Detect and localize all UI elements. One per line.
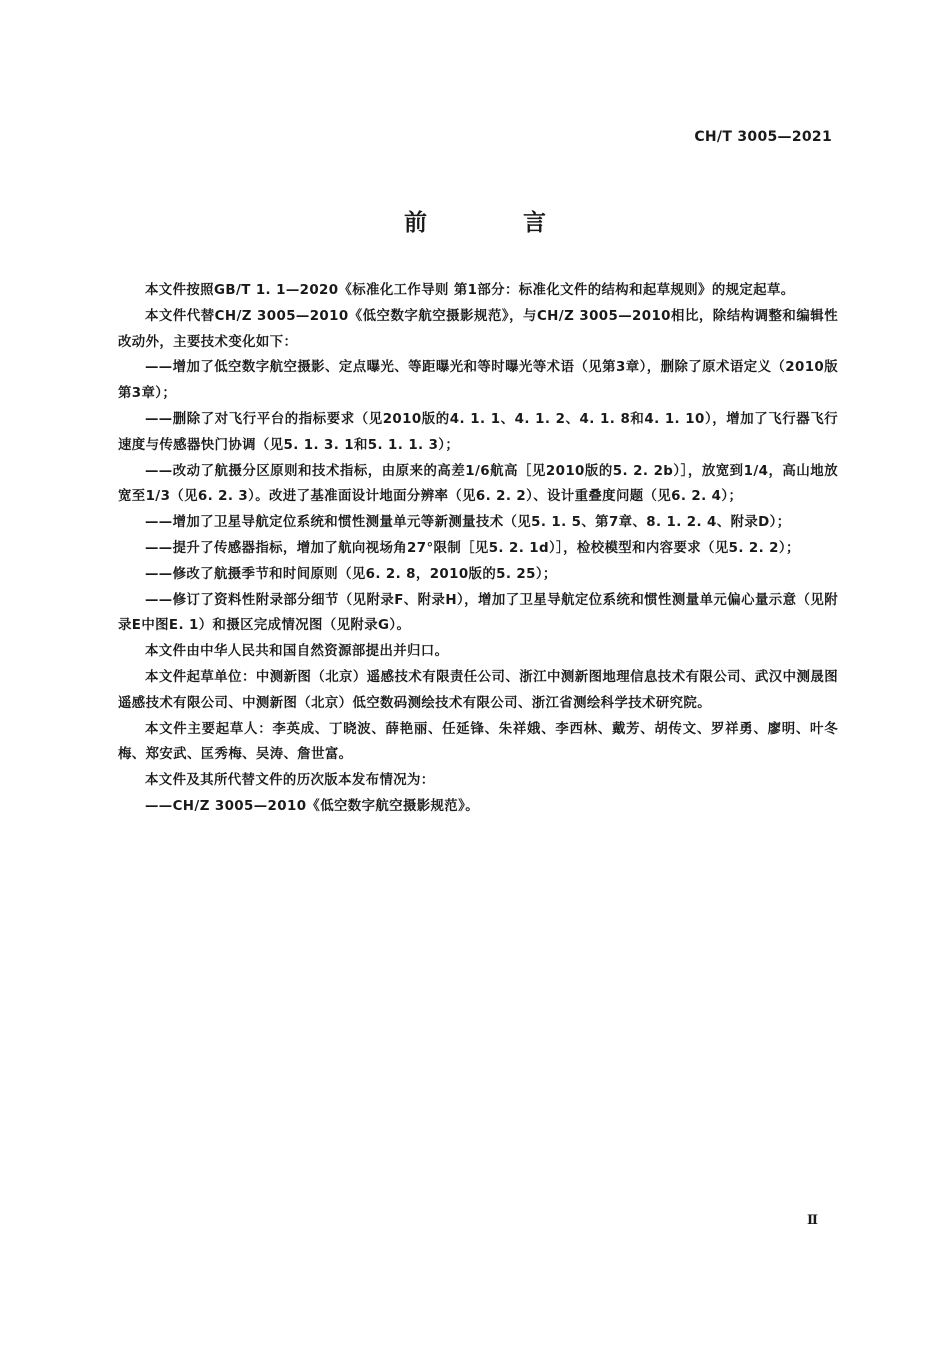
- change-item-platform: ——删除了对飞行平台的指标要求（见2010版的4. 1. 1、4. 1. 2、4. 1. 8和4. 1. 10），增加了飞行器飞行速度与传感器快门协调（见5. 1. 3. 1和5. 1. 1. 3）；: [118, 411, 838, 453]
- change-item-annex: ——修订了资料性附录部分细节（见附录F、附录H），增加了卫星导航定位系统和惯性测量单元偏心量示意（见附录E中图E. 1）和摄区完成情况图（见附录G）。: [118, 592, 838, 634]
- change-item-gnss-imu: ——增加了卫星导航定位系统和惯性测量单元等新测量技术（见5. 1. 5、第7章、8. 1. 2. 4、附录D）；: [145, 515, 791, 531]
- paragraph-history-intro: 本文件及其所代替文件的历次版本发布情况为：: [145, 773, 435, 789]
- document-code: CH/T 3005—2021: [694, 129, 832, 145]
- paragraph-drafters: 本文件主要起草人：李英成、丁晓波、薛艳丽、任延锋、朱祥娥、李西林、戴芳、胡传文、罗祥勇、廖明、叶冬梅、郑安武、匡秀梅、吴涛、詹世富。: [118, 721, 838, 763]
- change-item-terms: ——增加了低空数字航空摄影、定点曝光、等距曝光和等时曝光等术语（见第3章），删除了原术语定义（2010版第3章）；: [118, 360, 838, 402]
- page-number: Ⅱ: [807, 1213, 818, 1228]
- paragraph-drafting-units: 本文件起草单位：中测新图（北京）遥感技术有限责任公司、浙江中测新图地理信息技术有限公司、武汉中测晟图遥感技术有限公司、中测新图（北京）低空数码测绘技术有限公司、浙江省测绘科学技术研究院。: [118, 669, 838, 711]
- change-item-sensor: ——提升了传感器指标，增加了航向视场角27°限制［见5. 2. 1d）］，检校模型和内容要求（见5. 2. 2）；: [145, 540, 800, 556]
- paragraph-drafting-rules: 本文件按照GB/T 1. 1—2020《标准化工作导则 第1部分：标准化文件的结构和起草规则》的规定起草。: [145, 283, 795, 298]
- paragraph-proposer: 本文件由中华人民共和国自然资源部提出并归口。: [145, 644, 449, 660]
- paragraph-replacement: 本文件代替CH/Z 3005—2010《低空数字航空摄影规范》，与CH/Z 3005—2010相比，除结构调整和编辑性改动外，主要技术变化如下：: [118, 308, 838, 350]
- change-item-partition: ——改动了航摄分区原则和技术指标，由原来的高差1/6航高［见2010版的5. 2. 2b）］，放宽到1/4，高山地放宽至1/3（见6. 2. 3）。改进了基准面设计地面分辨率（见6. 2. 2）、设计重叠度问题（见6. 2. 4）；: [118, 463, 838, 505]
- history-item: ——CH/Z 3005—2010《低空数字航空摄影规范》。: [145, 798, 479, 814]
- foreword-body: [118, 278, 838, 820]
- page-title: 前 言: [403, 209, 590, 236]
- change-item-season: ——修改了航摄季节和时间原则（见6. 2. 8，2010版的5. 25）；: [145, 566, 557, 582]
